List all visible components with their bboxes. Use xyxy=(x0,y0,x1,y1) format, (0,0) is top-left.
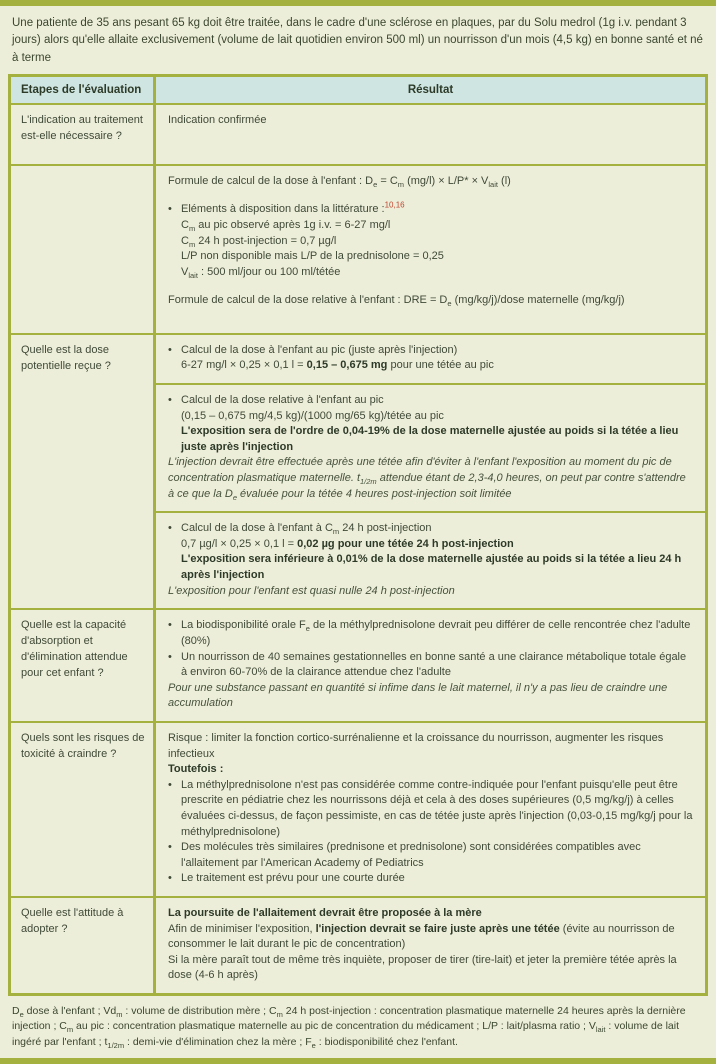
text-line: L'exposition sera inférieure à 0,01% de la dose maternelle ajustée au poids si la tétée a lieu 24 h après l'injection xyxy=(181,553,682,582)
column-header-etapes: Etapes de l'évaluation xyxy=(21,83,142,96)
text-line xyxy=(168,202,693,218)
text-line: Formule de calcul de la dose à l'enfant : $D_e = C_m$ $(mg/l) \times L/P* \times V_{lait}$ (l) xyxy=(168,174,511,189)
bullet-icon: • xyxy=(168,841,172,854)
result-cells xyxy=(153,166,705,333)
question-cell xyxy=(11,166,153,333)
text-line: Afin de minimiser l'exposition, l'injection devrait se faire juste après une tétée (évite au nourrisson de consommer le lait durant le pic de concentration) xyxy=(168,922,675,951)
result-cell xyxy=(156,335,705,383)
bullet-icon: • xyxy=(168,203,172,216)
bullet-icon: • xyxy=(168,522,172,535)
text-line: L'injection devrait être effectuée après une tétée afin d'éviter à l'enfant l'exposition au moment du pic de concentration plasmatique maternelle. $t_{1/2m}$ attendue étant de 2,3-4,0 heures, on peut par contre s'attendre à ce que la $D_e$ évaluée pour la tétée 4 heures post-injection soit limitée xyxy=(168,456,686,502)
text-line xyxy=(168,343,693,359)
question-cell: Quels sont les risques de toxicité à craindre ? xyxy=(21,731,145,760)
question-cell: Quelle est la capacité d'absorption et d'élimination attendue pour cet enfant ? xyxy=(21,619,128,680)
text-line xyxy=(168,393,693,409)
evaluation-row xyxy=(11,896,705,993)
bullet-icon: • xyxy=(168,343,172,356)
result-cell xyxy=(156,511,705,608)
result-cell xyxy=(156,610,705,721)
result-cell xyxy=(156,898,705,993)
case-description: Une patiente de 35 ans pesant 65 kg doit être traitée, dans le cadre d'une sclérose en plaques, par du Solu medrol (1g i.v. pendant 3 jours) alors qu'elle allaite exclusivement (volume de lait quotidien environ 500 ml) un nourrisson d'un mois (4,5 kg) en bonne santé et né à terme xyxy=(12,17,703,64)
text-line: L/P non disponible mais L/P de la prednisolone = 0,25 xyxy=(181,250,444,263)
evaluation-row xyxy=(11,721,705,896)
evaluation-row xyxy=(11,103,705,164)
bullet-text: Calcul de la dose relative à l'enfant au pic xyxy=(181,393,384,406)
bullet-text: Calcul de la dose à l'enfant à $C_m$ 24 h post-injection xyxy=(181,522,432,537)
question-cell: Quelle est l'attitude à adopter ? xyxy=(21,907,124,935)
bullet-text: Des molécules très similaires (prednisone et prednisolone) sont considérées compatibles avec l'allaitement par l'American Academy of Pediatrics xyxy=(181,841,641,869)
line-gap xyxy=(168,189,693,202)
result-cell xyxy=(156,383,705,511)
text-line xyxy=(168,871,693,887)
text-line: L'exposition sera de l'ordre de 0,04-19% de la dose maternelle ajustée au poids si la tétée a lieu juste après l'injection xyxy=(181,425,679,453)
text-line: Risque : limiter la fonction cortico-surrénalienne et la croissance du nourrisson, augmenter les risques infectieux xyxy=(168,731,664,760)
abbreviations-footnote: $D_e$ dose à l'enfant ; $Vd_m$ : volume de distribution mère ; $C_m$ 24 h post-injection : concentration plasmatique maternelle 24 heures après la dernière injection ; $C_m$ au pic : concentration plasmatique maternelle au pic de concentration du médicament ; L/P : lait/plasma ratio ; $V_{lait}$ : volume de lait ingéré par l'enfant ; $t_{1/2m}$ : demi-vie d'élimination chez la mère ; $F_e$ : biodisponibilité chez l'enfant. xyxy=(12,1005,686,1050)
result-cells xyxy=(153,723,705,896)
text-line: $V_{lait}$ : 500 ml/jour ou 100 ml/tétée xyxy=(181,265,341,280)
evaluation-row xyxy=(11,164,705,333)
result-cell xyxy=(156,723,705,896)
evaluation-row xyxy=(11,608,705,721)
text-line: 0,7 µg/l × 0,25 × 0,1 l = 0,02 µg pour une tétée 24 h post-injection xyxy=(181,537,514,550)
bullet-text: Eléments à disposition dans la littérature :$^{10,16}$ xyxy=(181,200,405,216)
text-line xyxy=(168,618,693,649)
result-cells xyxy=(153,105,705,164)
table-body xyxy=(11,103,705,993)
text-line xyxy=(168,650,693,681)
bullet-icon: • xyxy=(168,619,172,632)
text-line: Si la mère paraît tout de même très inquiète, proposer de tirer (tire-lait) et jeter la première tétée après la dose (4-6 h après) xyxy=(168,953,677,982)
text-line: 6-27 mg/l × 0,25 × 0,1 l = 0,15 – 0,675 mg pour une tétée au pic xyxy=(181,359,494,372)
bullet-icon: • xyxy=(168,393,172,406)
text-line: Formule de calcul de la dose relative à l'enfant : DRE = $D_e$ (mg/kg/j)/dose maternelle (mg/kg/j) xyxy=(168,294,625,309)
text-line xyxy=(168,840,693,871)
evaluation-row xyxy=(11,333,705,609)
table-header-row xyxy=(11,77,705,103)
bullet-text: La méthylprednisolone n'est pas considérée comme contre-indiquée pour l'enfant puisqu'elle peut être prescrite en pédiatrie chez les nourrissons déjà et cela à des doses supérieures (0,5 mg/kg/j) à celles évaluées ci-dessus, de façon pessimiste, en cas de tétée juste après l'injection (0,03-0,15 mg/kg/j pour la méthylprednisolone) xyxy=(181,778,693,838)
text-line: (0,15 – 0,675 mg/4,5 kg)/(1000 mg/65 kg)/tétée au pic xyxy=(181,409,444,422)
text-line: Indication confirmée xyxy=(168,113,267,126)
bullet-icon: • xyxy=(168,778,172,791)
line-gap xyxy=(168,280,693,293)
text-line: Toutefois : xyxy=(168,763,224,776)
bullet-text: Un nourrisson de 40 semaines gestationnelles en bonne santé a une clairance métabolique totale égale à environ 60-70% de la clairance attendue chez l'adulte xyxy=(181,650,687,679)
question-cell: Quelle est la dose potentielle reçue ? xyxy=(21,343,111,372)
result-cells xyxy=(153,610,705,721)
column-header-resultat: Résultat xyxy=(153,77,705,103)
text-line: $C_m$ 24 h post-injection = 0,7 µg/l xyxy=(181,234,337,249)
text-line xyxy=(168,778,693,840)
result-cell xyxy=(156,105,705,164)
bottom-border-band xyxy=(0,1058,716,1064)
bullet-text: Le traitement est prévu pour une courte durée xyxy=(181,872,405,885)
bullet-icon: • xyxy=(168,872,172,885)
text-line xyxy=(168,521,693,537)
bullet-icon: • xyxy=(168,650,172,663)
result-cells xyxy=(153,335,705,609)
result-cells xyxy=(153,898,705,993)
text-line: La poursuite de l'allaitement devrait être proposée à la mère xyxy=(168,907,482,920)
evaluation-table xyxy=(8,74,708,996)
text-line: Pour une substance passant en quantité si infime dans le lait maternel, il n'y a pas lieu de craindre une accumulation xyxy=(168,681,668,710)
text-line: $C_m$ au pic observé après 1g i.v. = 6-27 mg/l xyxy=(181,218,391,234)
result-cell xyxy=(156,166,705,333)
text-line: L'exposition pour l'enfant est quasi nulle 24 h post-injection xyxy=(168,584,455,597)
bullet-text: Calcul de la dose à l'enfant au pic (juste après l'injection) xyxy=(181,343,458,356)
question-cell: L'indication au traitement est-elle nécessaire ? xyxy=(21,113,143,142)
bullet-text: La biodisponibilité orale $F_e$ de la méthylprednisolone devrait peu différer de celle rencontrée chez l'adulte (80%) xyxy=(181,619,691,647)
